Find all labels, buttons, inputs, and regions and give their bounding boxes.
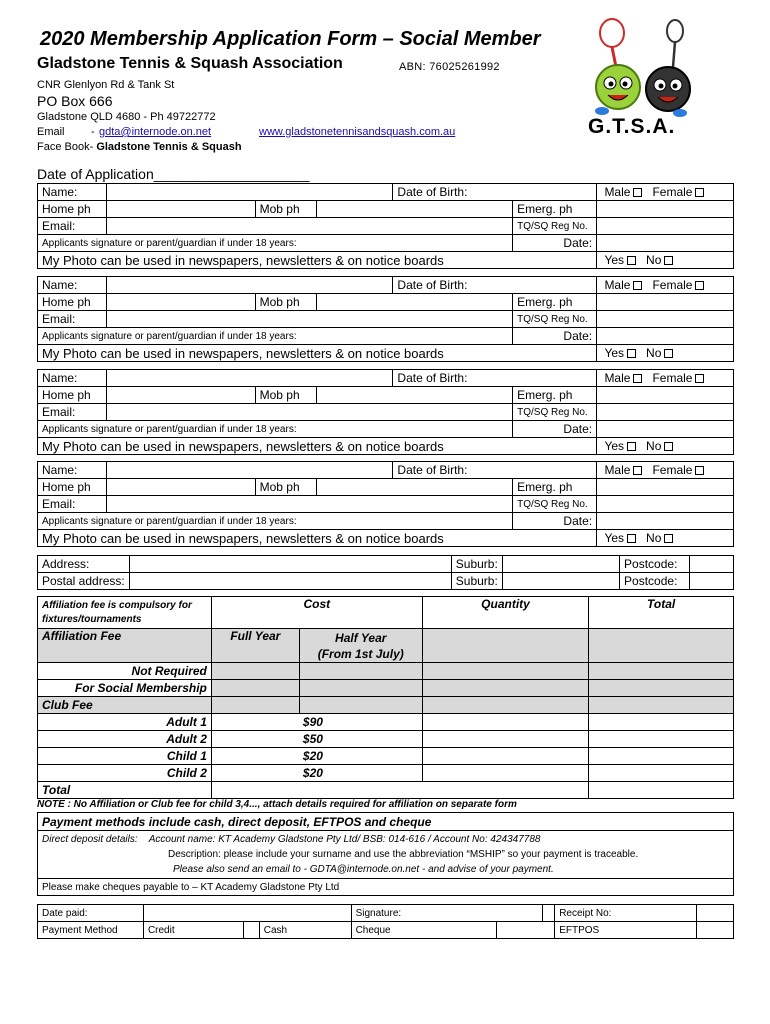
photo-consent: My Photo can be used in newspapers, newsletters & on notice boards (38, 438, 597, 455)
date-of-application[interactable]: Date of Application____________________ (37, 166, 310, 182)
postcode-field[interactable] (689, 556, 733, 573)
fee-row-child-1 (38, 748, 734, 765)
photo-consent: My Photo can be used in newspapers, newsletters & on notice boards (38, 252, 597, 269)
postcode-label: Postcode: (620, 556, 690, 573)
postal-address-field[interactable] (129, 573, 451, 590)
emerg-ph-label: Emerg. ph (513, 201, 597, 218)
email-dash: - (91, 126, 95, 138)
reg-no-field[interactable] (597, 496, 734, 513)
for-social-total (589, 680, 734, 697)
fee-label: Adult 2 (38, 731, 212, 748)
home-ph-field[interactable] (106, 201, 255, 218)
dob-label: Date of Birth: (393, 462, 597, 479)
website-link[interactable]: www.gladstonetennisandsquash.com.au (259, 126, 456, 138)
male-checkbox[interactable] (633, 466, 642, 475)
yes-checkbox[interactable] (627, 442, 636, 451)
club-fee-full (211, 697, 299, 714)
mob-ph-label: Mob ph (255, 201, 316, 218)
fee-total[interactable] (589, 714, 734, 731)
name-field[interactable] (106, 184, 392, 201)
direct-deposit-details (38, 831, 734, 879)
not-required-qty (422, 663, 589, 680)
association-name: Gladstone Tennis & Squash Association (37, 55, 343, 72)
for-social-qty (422, 680, 589, 697)
signature-label: Applicants signature or parent/guardian if under 18 years: (38, 421, 513, 438)
address-field[interactable] (129, 556, 451, 573)
payment-heading: Payment methods include cash, direct deposit, EFTPOS and cheque (38, 813, 734, 831)
fee-quantity[interactable] (422, 731, 589, 748)
reg-no-label: TQ/SQ Reg No. (513, 496, 597, 513)
name-field[interactable] (106, 370, 392, 387)
address-table (37, 555, 734, 590)
yes-checkbox[interactable] (627, 349, 636, 358)
eftpos-option: EFTPOS (555, 922, 697, 939)
reg-no-field[interactable] (597, 311, 734, 328)
for-social-label: For Social Membership (38, 680, 212, 697)
suburb-label: Suburb: (451, 556, 502, 573)
fee-cost: $50 (211, 731, 422, 748)
date-label: Date: (513, 421, 597, 438)
email-label: Email: (38, 404, 107, 421)
office-table (37, 904, 734, 939)
email-field[interactable] (106, 404, 512, 421)
email-label: Email: (38, 218, 107, 235)
reg-no-field[interactable] (597, 404, 734, 421)
no-checkbox[interactable] (664, 534, 673, 543)
payment-table (37, 812, 734, 896)
emerg-ph-field[interactable] (597, 201, 734, 218)
home-ph-label: Home ph (38, 387, 107, 404)
yes-checkbox[interactable] (627, 534, 636, 543)
photo-options: Yes No (597, 345, 734, 362)
female-checkbox[interactable] (695, 281, 704, 290)
name-field[interactable] (106, 277, 392, 294)
fee-label: Child 1 (38, 748, 212, 765)
not-required-full (211, 663, 299, 680)
quantity-header: Quantity (422, 597, 589, 629)
no-checkbox[interactable] (664, 256, 673, 265)
reg-no-field[interactable] (597, 218, 734, 235)
date-field[interactable] (597, 235, 734, 252)
email-field[interactable] (106, 218, 512, 235)
fee-total[interactable] (589, 748, 734, 765)
home-ph-field[interactable] (106, 479, 255, 496)
email-label: Email (37, 126, 65, 138)
facebook-line (37, 141, 242, 153)
postal-suburb-label: Suburb: (451, 573, 502, 590)
reg-no-label: TQ/SQ Reg No. (513, 218, 597, 235)
fee-quantity[interactable] (422, 748, 589, 765)
mob-ph-label: Mob ph (255, 294, 316, 311)
abn: ABN: 76025261992 (399, 61, 500, 73)
mob-ph-field[interactable] (316, 294, 513, 311)
cash-option: Cash (259, 922, 351, 939)
date-label: Date: (513, 328, 597, 345)
mob-ph-field[interactable] (316, 479, 513, 496)
dd-email: Please also send an email to - GDTA@internode.on.net - and advise of your payment. (173, 864, 554, 875)
mob-ph-field[interactable] (316, 387, 513, 404)
postal-postcode-label: Postcode: (620, 573, 690, 590)
total-row-blank (211, 782, 588, 799)
fee-row-child-2 (38, 765, 734, 782)
signature-label: Applicants signature or parent/guardian if under 18 years: (38, 328, 513, 345)
fee-quantity[interactable] (422, 714, 589, 731)
date-field[interactable] (597, 513, 734, 530)
affiliation-note: Affiliation fee is compulsory for fixtures/tournaments (38, 597, 212, 629)
photo-options: Yes No (597, 252, 734, 269)
gender-options: Male Female (597, 370, 734, 387)
member-block-4 (37, 461, 734, 547)
fee-total[interactable] (589, 731, 734, 748)
street-address: CNR Glenlyon Rd & Tank St (37, 79, 175, 91)
postal-postcode-field[interactable] (689, 573, 733, 590)
photo-consent: My Photo can be used in newspapers, newsletters & on notice boards (38, 345, 597, 362)
member-block-3 (37, 369, 734, 455)
emerg-ph-field[interactable] (597, 387, 734, 404)
address-label: Address: (38, 556, 130, 573)
receipt-label: Receipt No: (555, 905, 697, 922)
no-checkbox[interactable] (664, 442, 673, 451)
cost-header: Cost (211, 597, 422, 629)
logo-text: G.T.S.A. (588, 115, 676, 138)
home-ph-field[interactable] (106, 387, 255, 404)
not-required-half (299, 663, 422, 680)
postal-address-label: Postal address: (38, 573, 130, 590)
date-paid-label: Date paid: (38, 905, 144, 922)
date-paid-field[interactable] (143, 905, 351, 922)
for-social-half (299, 680, 422, 697)
name-label: Name: (38, 462, 107, 479)
emerg-ph-label: Emerg. ph (513, 387, 597, 404)
dob-label: Date of Birth: (393, 277, 597, 294)
fee-note: NOTE : No Affiliation or Club fee for child 3,4..., attach details required for affiliation on separate form (37, 799, 517, 810)
female-checkbox[interactable] (695, 188, 704, 197)
photo-options: Yes No (597, 530, 734, 547)
male-checkbox[interactable] (633, 188, 642, 197)
emerg-ph-label: Emerg. ph (513, 294, 597, 311)
total-header: Total (589, 597, 734, 629)
full-year-label: Full Year (211, 629, 299, 663)
female-checkbox[interactable] (695, 466, 704, 475)
payment-method-label: Payment Method (38, 922, 144, 939)
date-label: Date: (513, 513, 597, 530)
grand-total-field[interactable] (589, 782, 734, 799)
gender-options: Male Female (597, 462, 734, 479)
affiliation-total (589, 629, 734, 663)
office-signature-field[interactable] (543, 905, 555, 922)
form-title: 2020 Membership Application Form – Social Member (40, 28, 541, 50)
facebook-name: Gladstone Tennis & Squash (96, 141, 242, 153)
cheques-note: Please make cheques payable to – KT Academy Gladstone Pty Ltd (38, 879, 734, 896)
gender-options: Male Female (597, 277, 734, 294)
cheque-box[interactable] (497, 922, 555, 939)
dd-account: Account name: KT Academy Gladstone Pty Ltd/ BSB: 014-616 / Account No: 424347788 (148, 834, 541, 845)
facebook-label: Face Book- (37, 141, 94, 153)
affiliation-fee-label: Affiliation Fee (38, 629, 212, 663)
mob-ph-label: Mob ph (255, 479, 316, 496)
total-row-label: Total (38, 782, 212, 799)
photo-consent: My Photo can be used in newspapers, newsletters & on notice boards (38, 530, 597, 547)
name-label: Name: (38, 184, 107, 201)
club-fee-label: Club Fee (38, 697, 212, 714)
name-label: Name: (38, 277, 107, 294)
fee-cost: $90 (211, 714, 422, 731)
credit-option: Credit (143, 922, 243, 939)
club-fee-total (589, 697, 734, 714)
emerg-ph-label: Emerg. ph (513, 479, 597, 496)
date-field[interactable] (597, 328, 734, 345)
eftpos-box[interactable] (697, 922, 734, 939)
fee-cost: $20 (211, 748, 422, 765)
fee-row-adult-1 (38, 714, 734, 731)
email-label: Email: (38, 496, 107, 513)
home-ph-label: Home ph (38, 201, 107, 218)
emerg-ph-field[interactable] (597, 479, 734, 496)
home-ph-label: Home ph (38, 479, 107, 496)
mob-ph-field[interactable] (316, 201, 513, 218)
email-field[interactable] (106, 311, 512, 328)
not-required-label: Not Required (38, 663, 212, 680)
postal-suburb-field[interactable] (502, 573, 619, 590)
for-social-full (211, 680, 299, 697)
dob-label: Date of Birth: (393, 184, 597, 201)
email-field[interactable] (106, 496, 512, 513)
dob-label: Date of Birth: (393, 370, 597, 387)
office-signature-label: Signature: (351, 905, 543, 922)
reg-no-label: TQ/SQ Reg No. (513, 311, 597, 328)
male-checkbox[interactable] (633, 281, 642, 290)
home-ph-label: Home ph (38, 294, 107, 311)
member-block-1 (37, 183, 734, 269)
suburb-field[interactable] (502, 556, 619, 573)
home-ph-field[interactable] (106, 294, 255, 311)
male-checkbox[interactable] (633, 374, 642, 383)
fee-label: Child 2 (38, 765, 212, 782)
yes-checkbox[interactable] (627, 256, 636, 265)
cheque-option: Cheque (351, 922, 497, 939)
date-label: Date: (513, 235, 597, 252)
fee-quantity[interactable] (422, 765, 589, 782)
photo-options: Yes No (597, 438, 734, 455)
name-label: Name: (38, 370, 107, 387)
signature-label: Applicants signature or parent/guardian if under 18 years: (38, 235, 513, 252)
fee-total[interactable] (589, 765, 734, 782)
city-phone: Gladstone QLD 4680 - Ph 49722772 (37, 111, 216, 123)
reg-no-label: TQ/SQ Reg No. (513, 404, 597, 421)
credit-box[interactable] (243, 922, 259, 939)
member-block-2 (37, 276, 734, 362)
email-link[interactable]: gdta@internode.on.net (99, 126, 212, 138)
dd-description: Description: please include your surname and use the abbreviation “MSHIP” so your payment is traceable. (168, 849, 639, 860)
fee-label: Adult 1 (38, 714, 212, 731)
signature-label: Applicants signature or parent/guardian if under 18 years: (38, 513, 513, 530)
affiliation-quantity (422, 629, 589, 663)
fee-row-adult-2 (38, 731, 734, 748)
half-year-label: Half Year (From 1st July) (299, 629, 422, 663)
club-fee-half (299, 697, 422, 714)
dd-label: Direct deposit details: (42, 834, 138, 845)
gender-options: Male Female (597, 184, 734, 201)
fee-cost: $20 (211, 765, 422, 782)
fees-table (37, 596, 734, 799)
not-required-total (589, 663, 734, 680)
emerg-ph-field[interactable] (597, 294, 734, 311)
po-box: PO Box 666 (37, 93, 113, 109)
female-checkbox[interactable] (695, 374, 704, 383)
date-field[interactable] (597, 421, 734, 438)
no-checkbox[interactable] (664, 349, 673, 358)
name-field[interactable] (106, 462, 392, 479)
email-label: Email: (38, 311, 107, 328)
club-fee-qty (422, 697, 589, 714)
mob-ph-label: Mob ph (255, 387, 316, 404)
receipt-field[interactable] (697, 905, 734, 922)
